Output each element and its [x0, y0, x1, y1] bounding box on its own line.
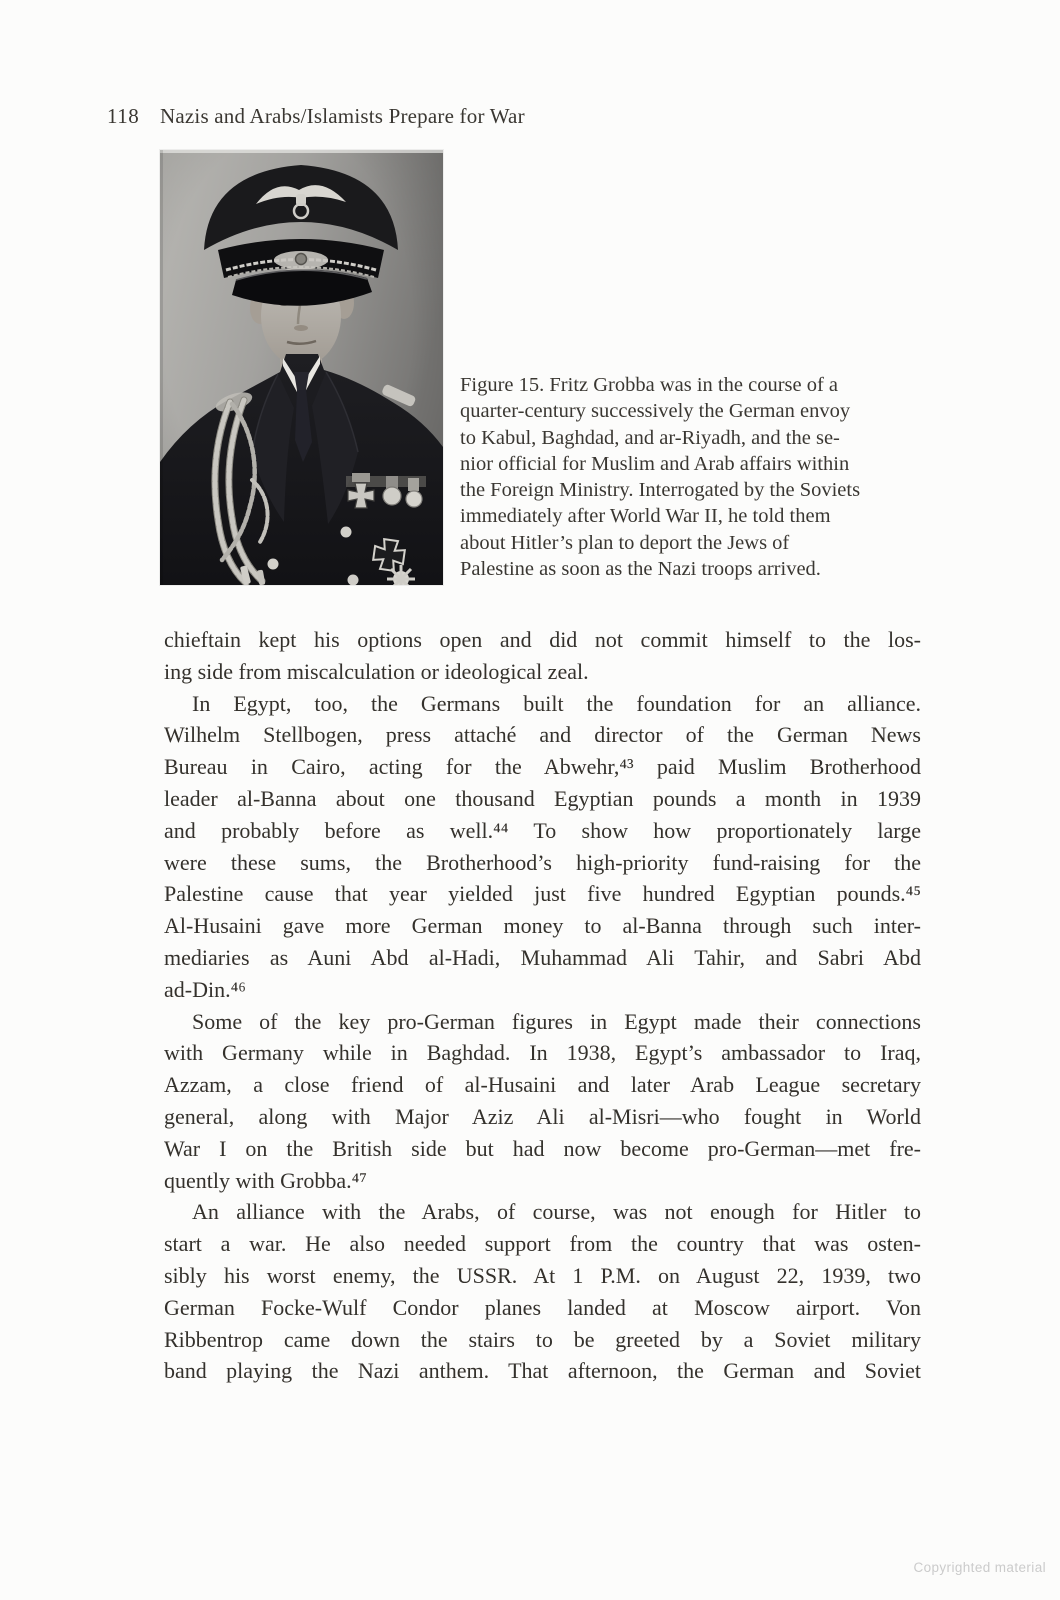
watermark: Copyrighted material	[913, 1560, 1046, 1575]
page-header	[0, 104, 1060, 130]
body-line: mediaries as Auni Abd al-Hadi, Muhammad Ali Tahir, and Sabri Abd	[164, 944, 921, 970]
caption-line: the Foreign Ministry. Interrogated by the Soviets	[460, 479, 861, 502]
body-line: Some of the key pro-German figures in Egypt made their connections	[192, 1008, 921, 1034]
body-line: were these sums, the Brotherhood’s high-priority fund-raising for the	[164, 849, 921, 875]
caption-line: to Kabul, Baghdad, and ar-Riyadh, and the se-	[460, 426, 840, 449]
medal-bar-icon	[346, 473, 426, 508]
body-line: start a war. He also needed support from the country that was osten-	[164, 1231, 921, 1257]
body-line: German Focke-Wulf Condor planes landed at Moscow airport. Von	[164, 1294, 921, 1320]
body-line: An alliance with the Arabs, of course, was not enough for Hitler to	[192, 1199, 921, 1225]
body-line: War I on the British side but had now become pro-German—met fre-	[164, 1135, 921, 1161]
body-line: Bureau in Cairo, acting for the Abwehr,⁴³ paid Muslim Brotherhood	[164, 754, 921, 780]
body-line: Wilhelm Stellbogen, press attaché and director of the German News	[164, 722, 921, 748]
body-line: with Germany while in Baghdad. In 1938, Egypt’s ambassador to Iraq,	[164, 1040, 921, 1066]
body-line: ad-Din.⁴⁶	[164, 976, 246, 1002]
caption-line: quarter-century successively the German envoy	[460, 400, 851, 423]
figure-caption	[460, 372, 928, 582]
caption-line: Palestine as soon as the Nazi troops arrived.	[460, 558, 821, 581]
body-line: band playing the Nazi anthem. That afternoon, the German and Soviet	[164, 1358, 921, 1384]
body-text	[164, 624, 921, 1387]
cap-wreath-icon	[274, 251, 328, 269]
body-line: chieftain kept his options open and did not commit himself to the los-	[164, 627, 921, 652]
body-line: sibly his worst enemy, the USSR. At 1 P.M. on August 22, 1939, two	[164, 1262, 921, 1288]
caption-line: immediately after World War II, he told them	[460, 505, 831, 528]
caption-line: nior official for Muslim and Arab affairs within	[460, 452, 850, 475]
body-line: Palestine cause that year yielded just five hundred Egyptian pounds.⁴⁵	[164, 881, 921, 907]
body-line: Ribbentrop came down the stairs to be greeted by a Soviet military	[164, 1326, 921, 1352]
body-line: and probably before as well.⁴⁴ To show how proportionately large	[164, 817, 921, 843]
body-line: In Egypt, too, the Germans built the foundation for an alliance.	[192, 690, 921, 716]
body-line: general, along with Major Aziz Ali al-Misri—who fought in World	[164, 1103, 921, 1129]
figure-photo	[160, 150, 443, 585]
caption-line: Figure 15. Fritz Grobba was in the course of a	[460, 374, 839, 396]
body-line: Azzam, a close friend of al-Husaini and later Arab League secretary	[164, 1072, 921, 1098]
body-line: quently with Grobba.⁴⁷	[164, 1167, 367, 1193]
page-number: 118	[107, 104, 140, 128]
body-line: leader al-Banna about one thousand Egyptian pounds a month in 1939	[164, 785, 921, 811]
chapter-title: Nazis and Arabs/Islamists Prepare for War	[160, 104, 525, 128]
body-line: Al-Husaini gave more German money to al-Banna through such inter-	[164, 913, 921, 939]
portrait-photo	[160, 150, 443, 585]
body-line: ing side from miscalculation or ideological zeal.	[164, 658, 589, 684]
caption-line: about Hitler’s plan to deport the Jews of	[460, 531, 790, 554]
